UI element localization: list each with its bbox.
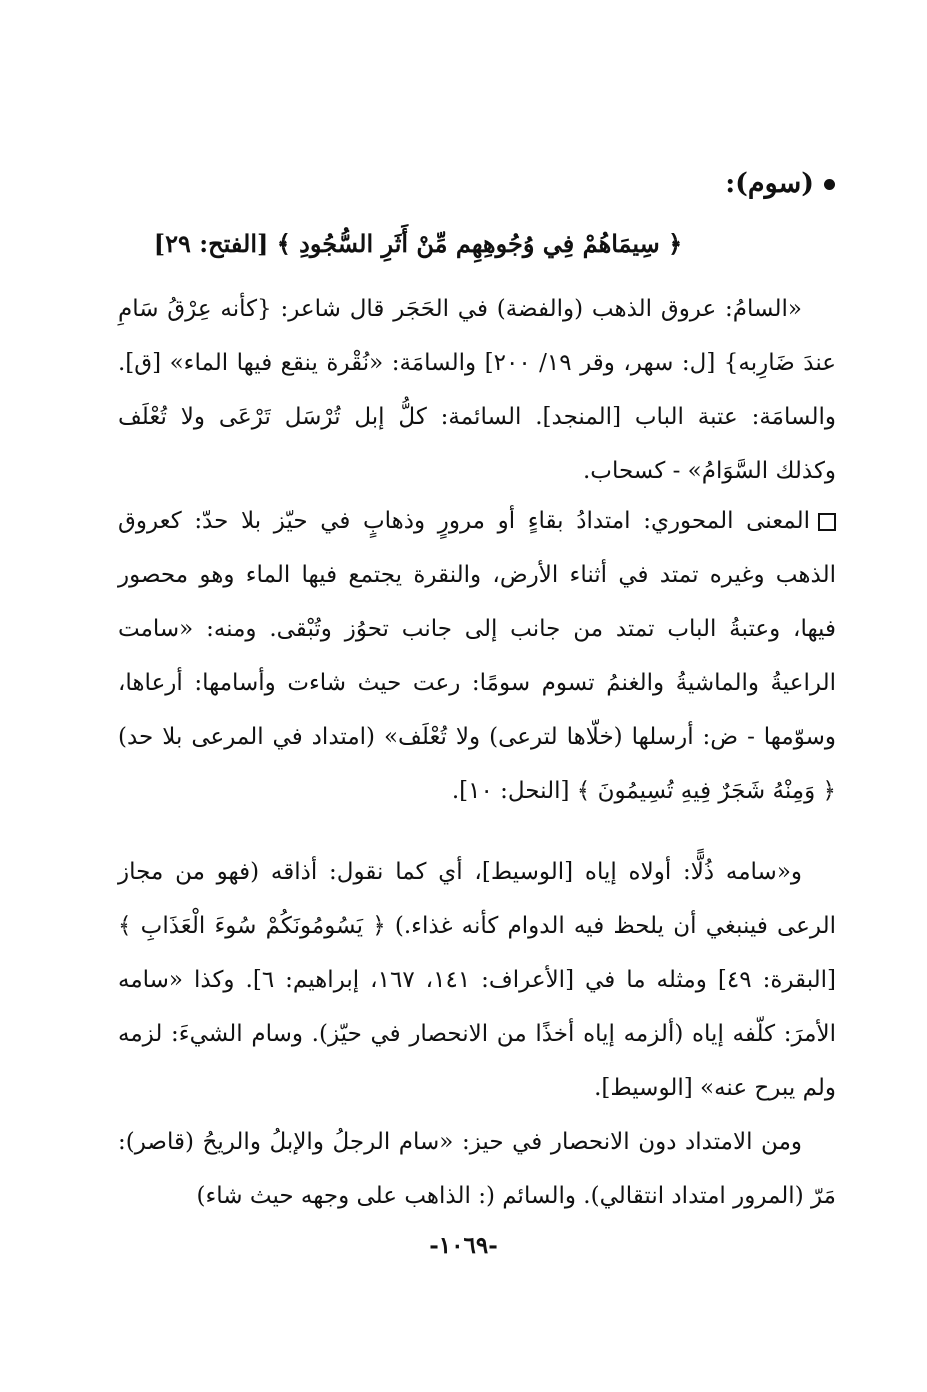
paragraph-extension — [118, 1115, 836, 1223]
paragraph-core-meaning — [118, 494, 836, 818]
paragraph-text: «السامُ: عروق الذهب (والفضة) في الحَجَر قال شاعر: {كأنه عِرْقُ سَامِ عندَ ضَارِبه} [ل: سهر، وقر ١٩/ ٢٠٠] والسامَة: «نُقْرة ينقع فيها الماء» [ق]. والسامَة: عتبة الباب [المنجد]. السائمة: كلُّ إبل تُرْسَل تَرْعَى ولا تُعْلَف وكذلك السَّوَامُ» - كسحاب. — [118, 296, 836, 484]
entry-heading — [725, 162, 835, 206]
paragraph-text: ومن الامتداد دون الانحصار في حيز: «سام الرجلُ والإبلُ والريحُ (قاصر): مَرّ (المرور امتداد انتقالي). والسائم (: الذاهب على وجهه حيث شاء) — [118, 1129, 836, 1209]
bullet-icon — [824, 179, 835, 190]
quran-verse: ﴿ سِيمَاهُمْ فِي وُجُوهِهِم مِّنْ أَثَرِ السُّجُودِ ﴾ [الفتح: ٢٩] — [153, 229, 683, 258]
paragraph-text: و«سامه ذُلًّا: أولاه إياه [الوسيط]، أي كما نقول: أذاقه (فهو من مجاز الرعى فينبغي أن يلحظ فيه الدوام كأنه غذاء.) ﴿ يَسُومُونَكُمْ سُوءَ الْعَذَابِ ﴾ [البقرة: ٤٩] ومثله ما في [الأعراف: ١٤١، ١٦٧، إبراهيم: ٦]. وكذا «سامه الأمرَ: كلّفه إياه (ألزمه إياه أخذًا من الانحصار في حيّز). وسام الشيءَ: لزمه ولم يبرح عنه» [الوسيط]. — [118, 859, 837, 1101]
paragraph-text: المعنى المحوري: امتدادُ بقاءٍ أو مرورٍ وذهابٍ في حيّز بلا حدّ: كعروق الذهب وغيره تمتد في أثناء الأرض، والنقرة يجتمع فيها الماء وهو محصور فيها، وعتبةُ الباب تمتد من جانب إلى جانب تحوُز وتُبْقى. ومنه: «سامت الراعيةُ والماشيةُ والغنمُ تسوم سومًا: رعت حيث شاءت وأسامها: أرعاها، وسوّمها - ض: أرسلها (خلّاها لترعى) ولا تُعْلَف» (امتداد في المرعى بلا حد) ﴿ وَمِنْهُ شَجَرٌ فِيهِ تُسِيمُونَ ﴾ [النحل: ١٠]. — [118, 508, 836, 804]
entry-root-label: (سوم): — [725, 168, 814, 199]
paragraph-figurative — [118, 845, 836, 1115]
page-number: -١٠٦٩- — [429, 1232, 498, 1259]
square-marker-icon — [818, 513, 836, 531]
paragraph-definitions — [118, 282, 836, 498]
